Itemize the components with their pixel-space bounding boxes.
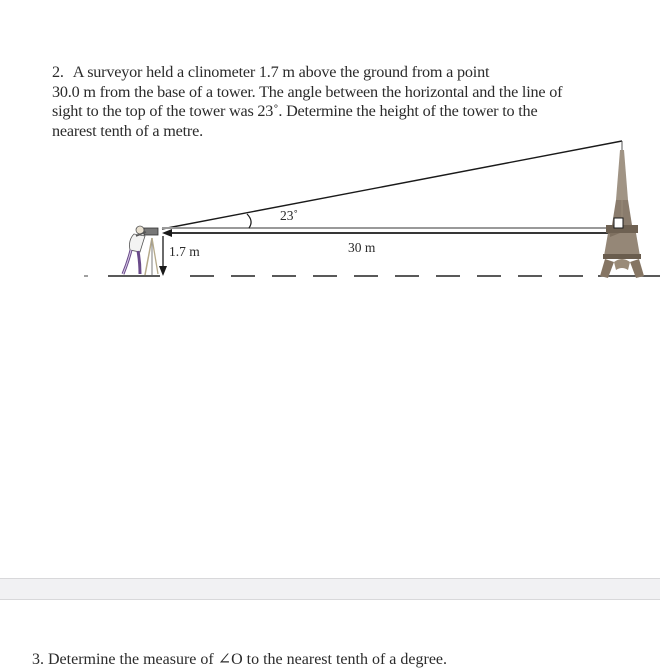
problem-line-1: 2. A surveyor held a clinometer 1.7 m above the ground from a point	[52, 63, 490, 81]
problem-number: 2.	[52, 63, 64, 81]
height-label: 1.7 m	[169, 244, 200, 259]
eiffel-tower-icon	[600, 141, 644, 278]
right-angle-marker	[614, 218, 623, 228]
line-of-sight	[162, 141, 622, 229]
angle-arc	[247, 214, 251, 228]
height-arrowhead	[159, 266, 167, 276]
arrowhead-left	[162, 229, 172, 237]
angle-label: 23˚	[280, 208, 298, 223]
problem-3-text: 3. Determine the measure of ∠O to the nearest tenth of a degree.	[32, 651, 448, 668]
surveyor-icon	[123, 226, 158, 275]
problem-line-4: nearest tenth of a metre.	[52, 121, 203, 140]
distance-label: 30 m	[348, 240, 376, 255]
problem-line-3: sight to the top of the tower was 23˚. Determine the height of the tower to the	[52, 102, 538, 120]
page-separator	[0, 578, 660, 600]
diagram-svg	[0, 130, 660, 290]
surveyor-diagram	[0, 130, 660, 290]
problem-line-2: 30.0 m from the base of a tower. The angle between the horizontal and the line of	[52, 82, 563, 101]
